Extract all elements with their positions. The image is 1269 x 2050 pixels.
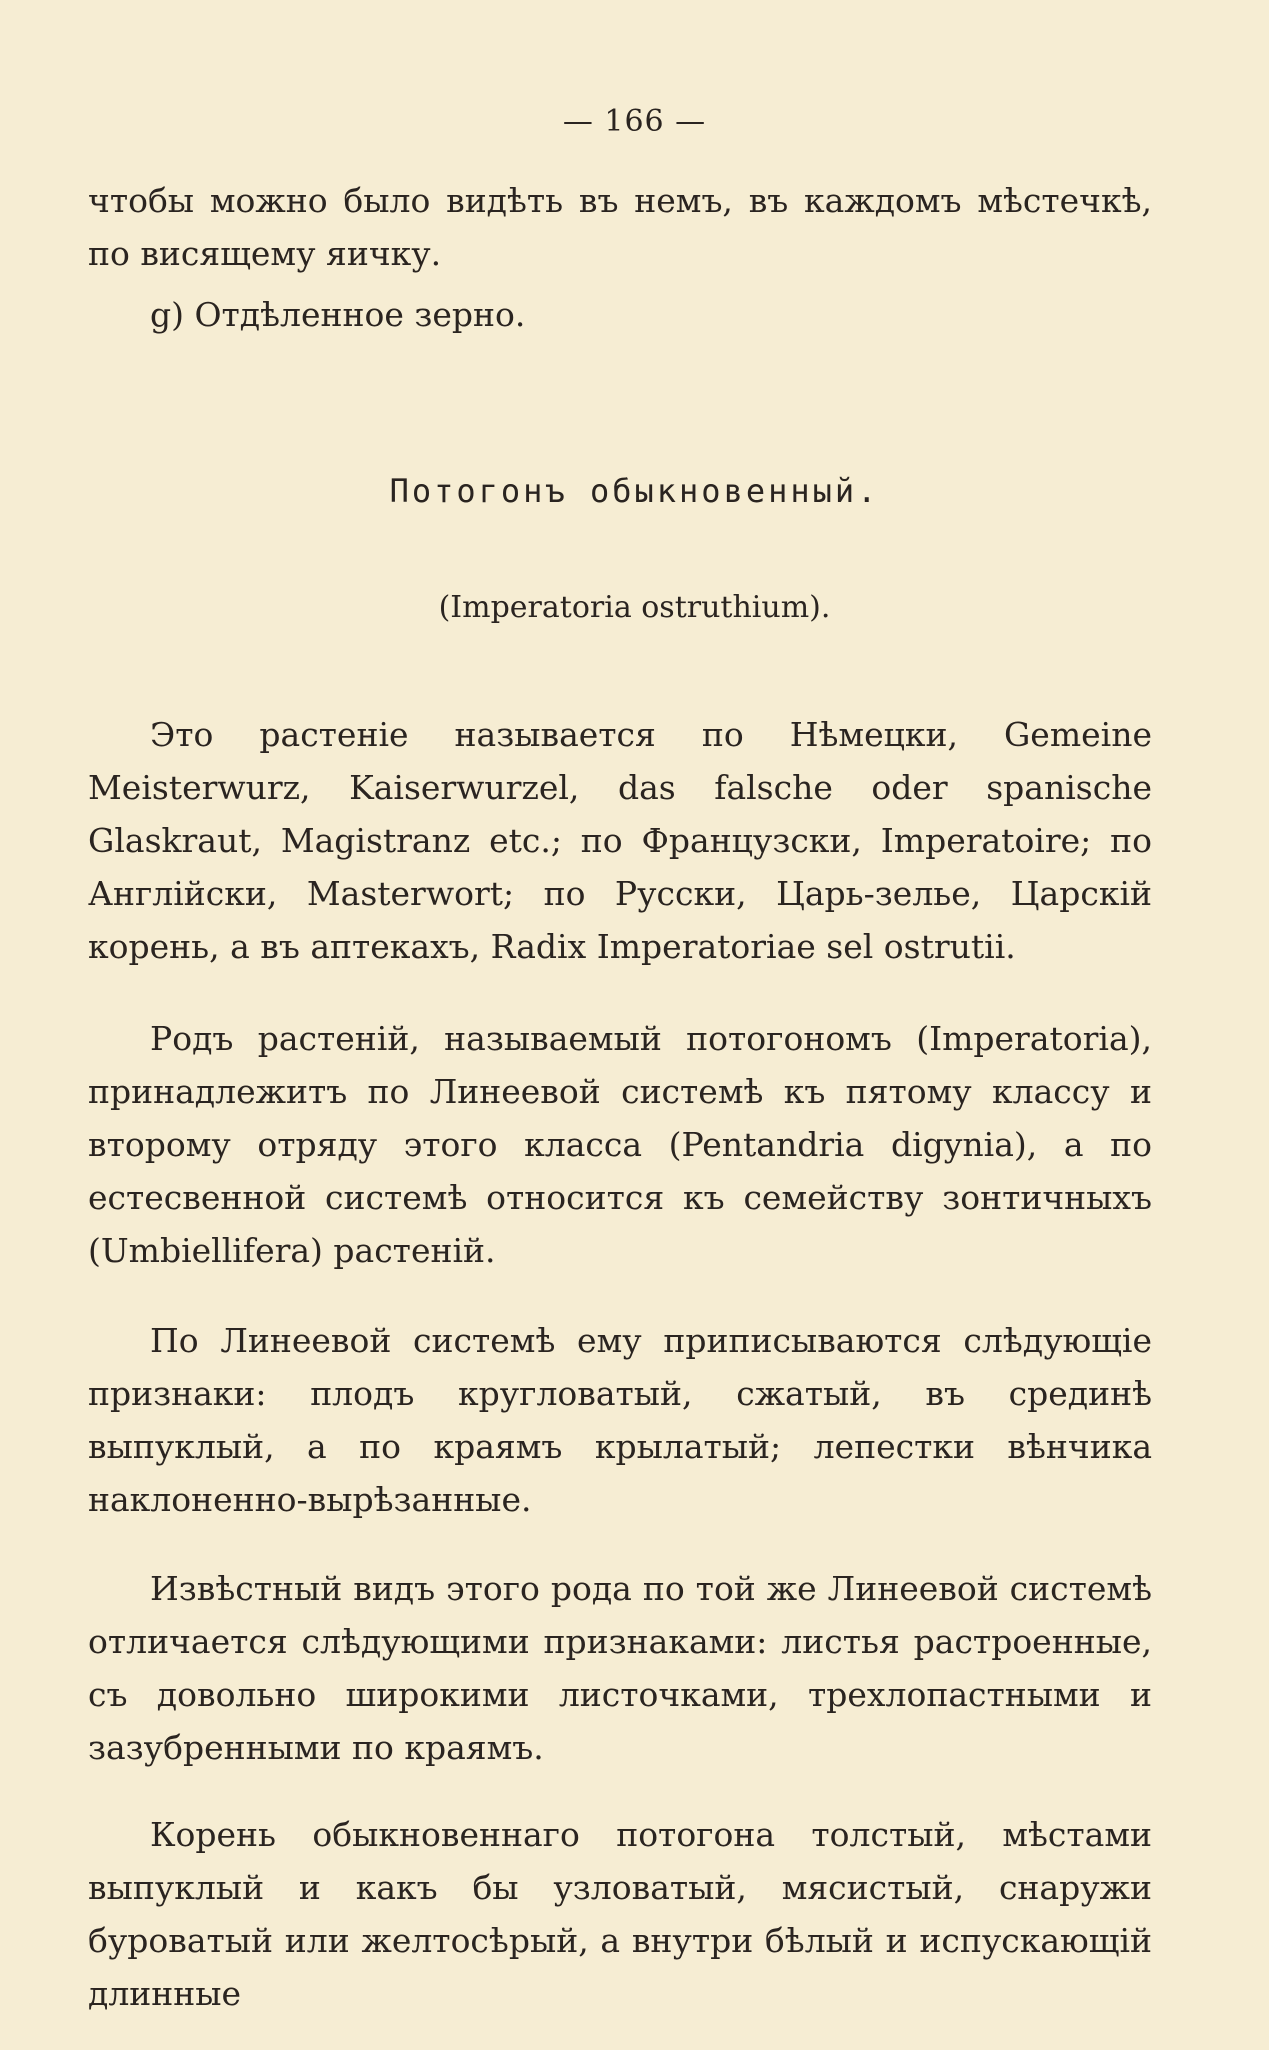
paragraph-text: Корень обыкновеннаго потогона толстый, мѣстами выпуклый и какъ бы узловатый, мясистый, снаружи буроватый или желтосѣрый, а внутри бѣлый и испускающій длинные xyxy=(88,1815,1152,2013)
latin-name: (Imperatoria ostruthium). xyxy=(438,590,831,625)
paragraph-genus xyxy=(88,1012,1152,1277)
paragraph-text: По Линеевой системѣ ему приписываются слѣдующіе признаки: плодъ кругловатый, сжатый, въ срединѣ выпуклый, а по краямъ крылатый; лепестки вѣнчика наклоненно-вырѣзанные. xyxy=(88,1321,1152,1519)
paragraph-text: Родъ растеній, называемый потогономъ (Imperatoria), принадлежитъ по Линеевой системѣ къ пятому классу и второму отряду этого класса (Pentandria digynia), а по естесвенной системѣ относится къ семейству зонтичныхъ (Umbiellifera) растеній. xyxy=(88,1019,1152,1270)
paragraph-species xyxy=(88,1562,1152,1774)
page-number: — 166 — xyxy=(562,104,707,139)
subitem-caption: g) Отдѣленное зерно. xyxy=(150,295,526,334)
paragraph-root xyxy=(88,1808,1152,2020)
paragraph-features xyxy=(88,1314,1152,1526)
paragraph-text: чтобы можно было видѣть въ немъ, въ каждомъ мѣстечкѣ, по висящему яичку. xyxy=(88,181,1152,273)
paragraph-names xyxy=(88,708,1152,973)
continuation-paragraph xyxy=(88,174,1152,280)
section-heading: Потогонъ обыкновенный. xyxy=(389,472,880,510)
paragraph-text: Это растеніе называется по Нѣмецки, Gemeine Meisterwurz, Kaiserwurzel, das falsche oder spanische Glaskraut, Magistranz etc.; по Французски, Imperatoire; по Англійски, Masterwort; по Русски, Царь-зелье, Царскій корень, а въ аптекахъ, Radix Imperatoriae sel ostrutii. xyxy=(88,715,1152,966)
paragraph-text: Извѣстный видъ этого рода по той же Линеевой системѣ отличается слѣдующими признаками: листья растроенные, съ довольно широкими листочками, трехлопастными и зазубренными по краямъ. xyxy=(88,1569,1152,1767)
